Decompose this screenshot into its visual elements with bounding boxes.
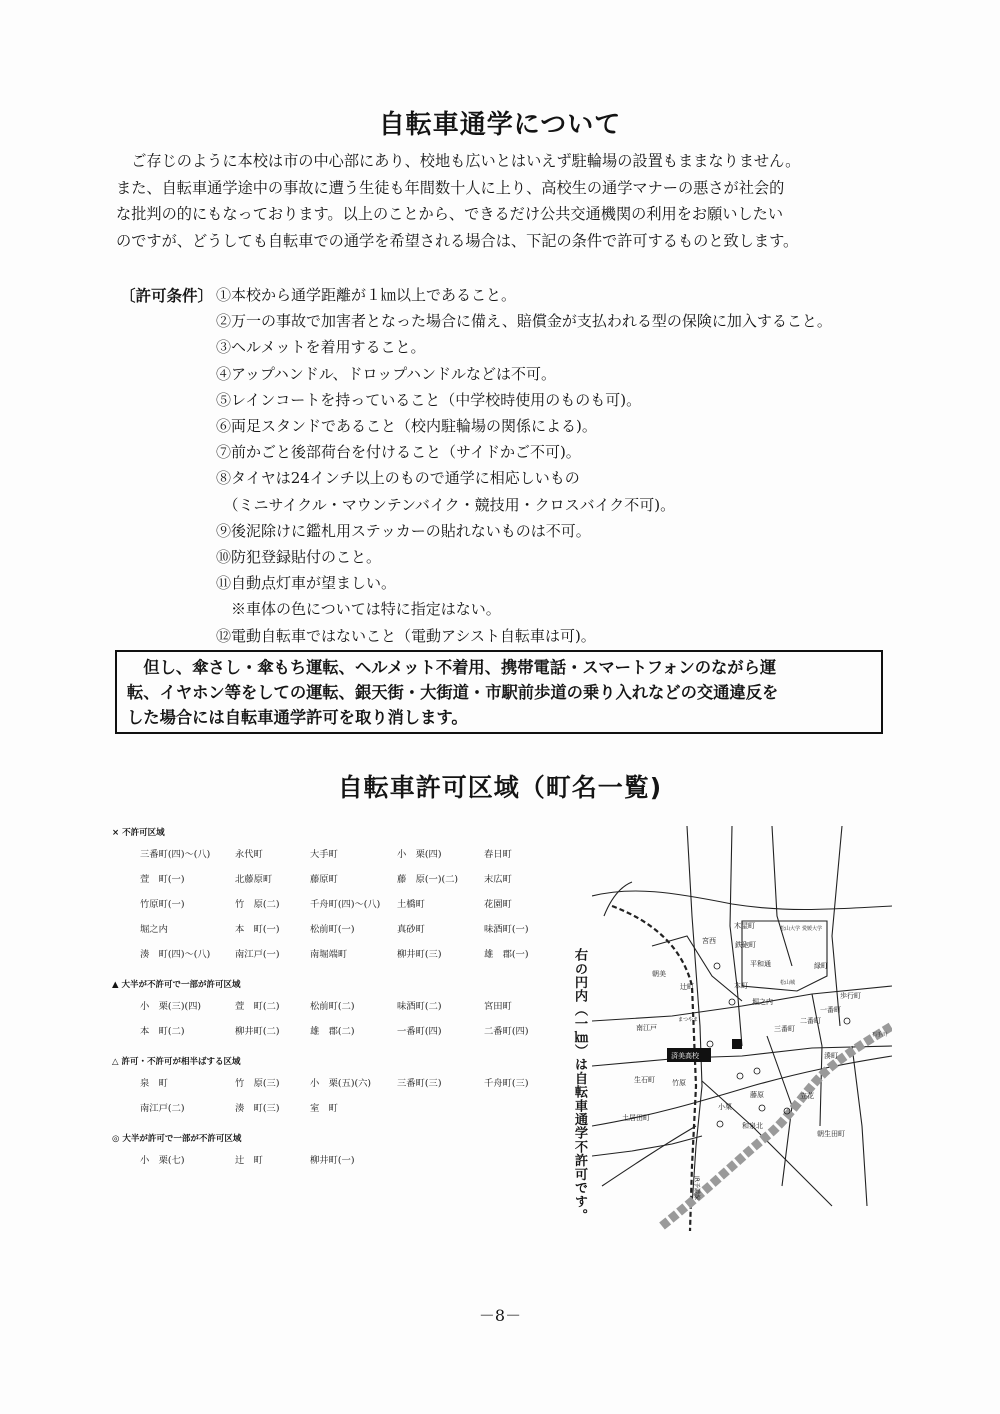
town-name: 萱 町(二) <box>235 1001 280 1012</box>
map-marker-icon <box>707 1041 713 1047</box>
town-name: 泉 町 <box>140 1078 168 1089</box>
warning-line: 転、イヤホン等をしての運転、銀天街・大街道・市駅前歩道の乗り入れなどの交通違反を <box>127 683 779 702</box>
zone-half-half <box>112 1055 552 1114</box>
town-name: 大手町 <box>310 849 338 860</box>
map-label: 小栗 <box>718 1103 732 1111</box>
conditions-list <box>216 282 916 649</box>
map-label: 二番町 <box>800 1017 821 1025</box>
condition-item: ⑦前かごと後部荷台を付けること（サイドかご不可)。 <box>216 443 581 462</box>
town-name: 永代町 <box>235 849 263 860</box>
town-name: 本 町(一) <box>235 924 280 935</box>
town-name: 千舟町(四)～(八) <box>310 899 381 910</box>
map-marker-icon <box>717 1121 723 1127</box>
intro-line: な批判の的にもなっております。以上のことから、できるだけ公共交通機関の利用をお願いしたい <box>116 205 784 223</box>
town-name: 竹原町(一) <box>140 899 185 910</box>
zone-heading: × 不許可区域 <box>112 828 165 838</box>
town-name <box>397 1100 484 1114</box>
map-label: 緑町 <box>814 962 828 970</box>
condition-item: ①本校から通学距離が１㎞以上であること。 <box>216 286 517 304</box>
condition-item: ⑪自動点灯車が望ましい。 <box>216 574 397 593</box>
map-label: 藤原 <box>750 1091 764 1099</box>
town-name: 本 町(二) <box>140 1026 185 1037</box>
zone-lists <box>112 826 552 1184</box>
map-label: 辻町 <box>680 983 694 991</box>
town-name <box>397 1152 484 1166</box>
map-label: 生石町 <box>634 1076 655 1084</box>
town-name: 竹 原(二) <box>235 899 280 910</box>
condition-item: ④アップハンドル、ドロップハンドルなどは不可。 <box>216 364 557 383</box>
town-name: 宮田町 <box>484 1001 512 1012</box>
town-name: 松前町(二) <box>310 1001 355 1012</box>
map-label: 朝美 <box>652 970 666 978</box>
condition-item: ※車体の色については特に指定はない。 <box>216 600 501 619</box>
zone-heading: ◎ 大半が許可で一部が不許可区域 <box>112 1134 242 1144</box>
warning-box <box>115 650 883 734</box>
town-name: 土橋町 <box>397 899 425 910</box>
town-name: 春日町 <box>484 849 512 860</box>
town-name: 雄 郡(二) <box>310 1026 355 1037</box>
town-name: 味酒町(二) <box>397 1001 442 1012</box>
town-name: 堀之内 <box>140 924 168 935</box>
town-name: 千舟町(三) <box>484 1078 529 1089</box>
town-grid <box>112 1152 552 1166</box>
town-name: 竹 原(三) <box>235 1078 280 1089</box>
conditions-label: 〔許可条件〕 <box>120 287 214 305</box>
town-name: 一番町(四) <box>397 1026 442 1037</box>
town-name: 室 町 <box>310 1103 338 1114</box>
map-label: 一番町 <box>820 1006 841 1014</box>
town-name: 萱 町(一) <box>140 874 185 885</box>
map-note: 右の円内（一㎞）は自転車通学不許可です。 <box>572 948 587 1222</box>
warning-line: 但し、傘さし・傘もち運転、ヘルメット不着用、携帯電話・スマートフォンのながら運 <box>127 658 777 677</box>
zone-not-permitted <box>112 826 552 960</box>
school-label: 済美高校 <box>671 1052 699 1060</box>
town-name: 小 栗(七) <box>140 1155 185 1166</box>
town-name: 藤 原(一)(二) <box>397 874 458 885</box>
condition-item: ⑧タイヤは24インチ以上のもので通学に相応しいもの <box>216 469 580 488</box>
town-name: 松前町(一) <box>310 924 355 935</box>
warning-line: した場合には自転車通学許可を取り消します。 <box>127 708 468 727</box>
town-name: 末広町 <box>484 874 512 885</box>
map-label: 竹原 <box>672 1079 686 1087</box>
area-map <box>592 826 892 1231</box>
town-grid <box>112 998 552 1037</box>
condition-item: ②万一の事故で加害者となった場合に備え、賠償金が支払われる型の保険に加入すること。 <box>216 312 832 331</box>
map-label: JR予讃線 <box>693 1176 700 1200</box>
condition-item: ⑤レインコートを持っていること（中学校時使用のものも可)。 <box>216 390 642 409</box>
town-name: 南堀端町 <box>310 949 348 960</box>
zone-heading: ▲ 大半が不許可で一部が許可区域 <box>112 980 241 990</box>
condition-item: ⑨後泥除けに鑑札用ステッカーの貼れないものは不可。 <box>216 521 591 540</box>
map-label: 本町 <box>734 982 748 990</box>
map-label: 土居田町 <box>622 1114 650 1122</box>
map-label: まつやま <box>678 1017 699 1023</box>
zones-title: 自転車許可区域（町名一覧) <box>337 773 663 802</box>
map-marker-icon <box>729 999 735 1005</box>
intro-paragraph <box>116 148 916 254</box>
intro-line: のですが、どうしても自転車での通学を希望される場合は、下記の条件で許可するものと致します。 <box>116 231 799 250</box>
town-name: 雄 郡(一) <box>484 949 529 960</box>
map-marker-icon <box>759 1105 765 1111</box>
map-label: 宮西 <box>702 937 716 945</box>
school-building-icon <box>732 1039 742 1049</box>
condition-item: ⑥両足スタンドであること（校内駐輪場の関係による)。 <box>216 417 597 436</box>
map-label: 歩行町 <box>840 992 861 1000</box>
map-marker-icon <box>754 1068 760 1074</box>
town-grid <box>112 1075 552 1114</box>
map-label: 石手川 <box>872 1032 888 1038</box>
town-name: 南江戸(一) <box>235 949 280 960</box>
map-marker-icon <box>737 1073 743 1079</box>
zone-mostly-not-permitted <box>112 978 552 1037</box>
town-name: 二番町(四) <box>484 1026 529 1037</box>
town-name: 小 栗(五)(六) <box>310 1078 371 1089</box>
town-name: 花園町 <box>484 899 512 910</box>
town-name: 湊 町(三) <box>235 1103 280 1114</box>
map-marker-icon <box>714 963 720 969</box>
map-marker-icon <box>844 1018 850 1024</box>
town-name: 辻 町 <box>235 1155 263 1166</box>
condition-item: ⑫電動自転車ではないこと（電動アシスト自転車は可)。 <box>216 626 596 645</box>
town-name <box>484 1100 554 1114</box>
town-name: 柳井町(一) <box>310 1155 355 1166</box>
map-label: 湊町 <box>824 1052 838 1060</box>
town-name: 柳井町(二) <box>235 1026 280 1037</box>
town-grid <box>112 846 552 960</box>
town-name: 湊 町(四)～(八) <box>140 949 211 960</box>
map-label: 和泉北 <box>742 1122 763 1130</box>
zone-heading: △ 許可・不許可が相半ばする区域 <box>112 1057 241 1067</box>
town-name: 三番町(三) <box>397 1078 442 1089</box>
town-name: 味酒町(一) <box>484 924 529 935</box>
condition-item: （ミニサイクル・マウンテンバイク・競技用・クロスバイク不可)。 <box>216 495 676 514</box>
intro-line: また、自転車通学途中の事故に遭う生徒も年間数十人に上り、高校生の通学マナーの悪さが社会的 <box>116 178 785 197</box>
page-number: －8－ <box>478 1306 522 1325</box>
condition-item: ③ヘルメットを着用すること。 <box>216 338 426 357</box>
zone-mostly-permitted <box>112 1132 552 1166</box>
town-name: 南江戸(二) <box>140 1103 185 1114</box>
map-label: 松山城 <box>780 980 796 986</box>
town-name: 真砂町 <box>397 924 425 935</box>
map-label: 愛媛大学 <box>802 926 823 932</box>
condition-item: ⑩防犯登録貼付のこと。 <box>216 548 382 567</box>
map-label: 松山大学 <box>780 926 801 932</box>
map-label: 木屋町 <box>734 922 755 930</box>
town-name: 小 栗(四) <box>397 849 442 860</box>
map-label: 三番町 <box>774 1025 795 1033</box>
town-name: 北藤原町 <box>235 874 273 885</box>
town-name: 三番町(四)～(八) <box>140 849 211 860</box>
intro-line: ご存じのように本校は市の中心部にあり、校地も広いとはいえず駐輪場の設置もままなりません。 <box>116 152 801 170</box>
town-name: 柳井町(三) <box>397 949 442 960</box>
page-title: 自転車通学について <box>378 110 622 140</box>
town-name: 藤原町 <box>310 874 338 885</box>
map-label: 鉄砲町 <box>735 941 756 949</box>
town-name <box>484 1152 554 1166</box>
town-name: 小 栗(三)(四) <box>140 1001 201 1012</box>
map-label: 立花 <box>800 1092 814 1100</box>
map-label: 南江戸 <box>636 1024 657 1032</box>
map-label: 平和通 <box>750 960 771 968</box>
map-label: 堀之内 <box>752 998 773 1006</box>
map-label: 朝生田町 <box>817 1130 845 1138</box>
